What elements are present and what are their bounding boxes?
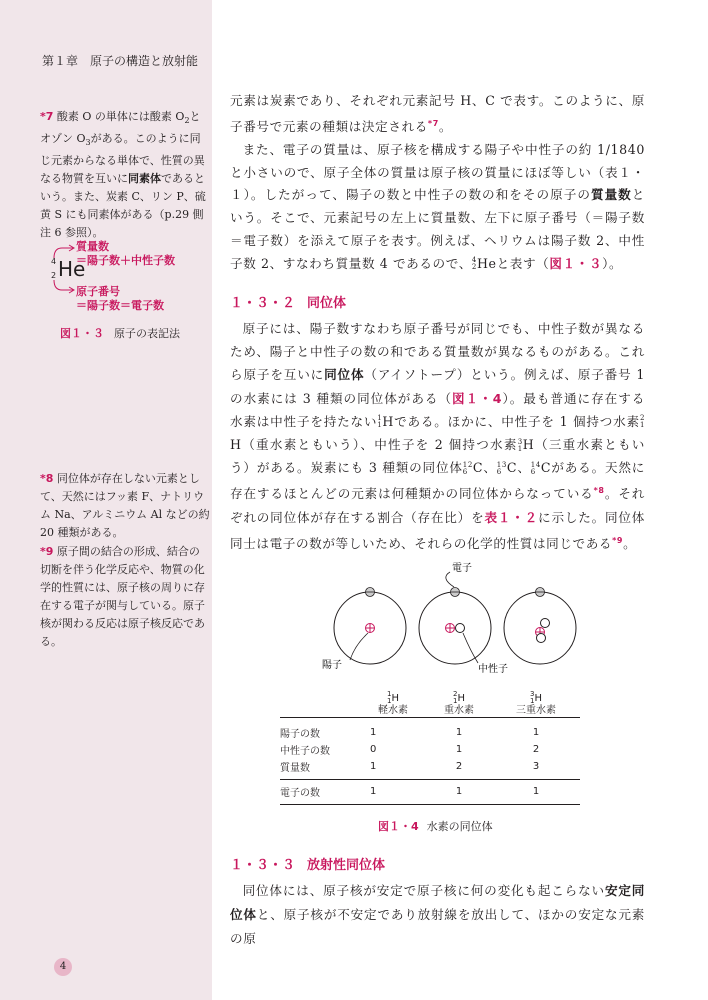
text: と表す（ [496, 255, 550, 271]
table-row-electrons [280, 780, 580, 801]
iso-mass: 3 [530, 690, 535, 698]
section-number: １・３・３ [230, 858, 296, 873]
caption-number: 図１・4 [378, 820, 419, 833]
proton-pointer [350, 633, 368, 660]
text: という。そこで、元素記号の左上に質量数、左下に原子番号（＝陽子数＝電子数）を添えて原子を表す。例えば、ヘリウムは陽子数 2、中性子数 2、すなわち質量数 4 であるので、 [230, 187, 645, 271]
note-text: とオゾン O [40, 110, 201, 146]
electron-pointer [446, 572, 454, 587]
figure-1-3 [40, 238, 210, 318]
page-number: 4 [54, 958, 72, 976]
note-text: 原子間の結合の形成、結合の切断を伴う化学反応や、物質の化学的性質には、原子核の周りに存在する電子が関与している。原子核が関わる反応は原子核反応である。 [40, 545, 205, 648]
iso-num: 1 [639, 421, 645, 430]
row-label: 陽子の数 [280, 729, 320, 740]
cell: 1 [455, 727, 463, 738]
note-ref-7[interactable]: *7 [427, 118, 439, 128]
text: また、電子の質量は、原子核を構成する陽子や中性子の約 1/1840 と小さいので、原子全体の質量は原子核の質量にほぼ等しい（表１・１）。したがって、陽子の数と中性子の数の和をその原子の [230, 141, 645, 203]
note-text: 酸素 O の単体には酸素 O [56, 110, 185, 123]
cell: 2 [455, 761, 463, 772]
section-heading-1-3-2 [230, 292, 346, 311]
atomic-number-subscript: 2 [51, 271, 57, 280]
iso-mass: 14 [530, 460, 541, 469]
iso-mass: 12 [462, 460, 473, 469]
symbol: H [391, 693, 399, 704]
section-heading-1-3-3 [230, 854, 385, 873]
text: C [472, 460, 484, 476]
term-isotope: 同位体 [324, 367, 365, 383]
cell: 1 [532, 786, 540, 797]
table-row [280, 724, 580, 741]
cell: 2 [532, 744, 540, 755]
note-text: 同位体が存在しない元素として、天然にはフッ素 F、ナトリウム Na、アルミニウム Al などの約 20 種類がある。 [40, 472, 210, 539]
table-row [280, 758, 580, 775]
text: である。ほかに、中性子を 1 個持つ水素 [393, 413, 640, 429]
figure-1-4-diagram [300, 560, 580, 690]
figure-ref-1-4[interactable]: 図１・4 [452, 390, 503, 406]
neutron-icon [537, 634, 546, 643]
note-term: 同素体 [128, 172, 161, 186]
cell: 1 [370, 761, 377, 772]
caption-text: 原子の表記法 [114, 327, 180, 340]
arrow-to-atomic-label [54, 280, 73, 290]
iso-mass: 2 [639, 414, 645, 423]
label-electron: 電子 [452, 563, 472, 574]
cell: 0 [370, 744, 377, 755]
text: 。 [623, 536, 637, 552]
isotope-c12 [463, 462, 473, 476]
cell: 1 [370, 727, 377, 738]
header-tritium [492, 690, 580, 718]
header-deuterium [426, 690, 492, 718]
text: C [540, 460, 552, 476]
iso-num: 1 [517, 444, 523, 453]
isotope-h2 [640, 415, 645, 429]
chapter-header: 第１章 原子の構造と放射能 [42, 54, 199, 68]
mass-number-equation: ＝陽子数＋中性子数 [76, 254, 175, 267]
iso-mass: 2 [453, 690, 458, 698]
iso-mass: 1 [387, 690, 392, 698]
note-text: であるという。また、炭素 C、リン P、硫黄 S にも同素体がある（p.29 側注 6 参照）。 [40, 172, 206, 240]
header-protium [360, 690, 426, 718]
note-mark: *8 [40, 472, 54, 485]
row-label: 電子の数 [280, 788, 320, 799]
arrow-to-mass-label [54, 248, 73, 258]
mass-number-label: 質量数 [76, 240, 109, 253]
cell: 1 [455, 744, 463, 755]
isotope-c13 [497, 462, 507, 476]
row-label: 中性子の数 [280, 746, 330, 757]
caption-text: 水素の同位体 [426, 820, 493, 833]
iso-num: 1 [377, 421, 383, 430]
text: H [522, 437, 535, 453]
note-mark: *7 [40, 110, 54, 123]
iso-num: 2 [471, 263, 477, 272]
iso-mass: 3 [517, 437, 523, 446]
text: がある。天然に存在するほとんどの元素は何種類かの同位体からなっている [230, 460, 645, 502]
section-title: 放射性同位体 [307, 858, 386, 873]
cell: 1 [532, 727, 540, 738]
figure-ref-1-3[interactable]: 図１・３ [549, 255, 603, 271]
iso-num: 1 [453, 697, 458, 705]
caption-number: 図１・３ [60, 327, 104, 340]
figure-1-4-caption [378, 818, 493, 834]
note-ref-9[interactable]: *9 [612, 536, 624, 546]
text: 。 [438, 118, 453, 134]
column-name: 軽水素 [378, 705, 408, 716]
text: 原子には、陽子数すなわち原子番号が同じでも、中性子数が異なるため、陽子と中性子の数の和である質量数が異なるものがある。これら原子を互いに [230, 321, 645, 383]
neutron-pointer [463, 633, 478, 663]
isotope-table [280, 690, 580, 805]
iso-mass: 4 [471, 256, 477, 265]
isotope-c14 [531, 462, 541, 476]
column-name: 三重水素 [516, 705, 556, 716]
symbol: H [534, 693, 542, 704]
text: H [382, 413, 394, 429]
neutron-icon [456, 624, 465, 633]
cell: 3 [532, 761, 540, 772]
text: ）。 [602, 255, 623, 271]
iso-num: 1 [530, 697, 535, 705]
term-stable-isotope: 安定同位体 [230, 883, 645, 922]
table-header-row [280, 690, 580, 718]
neutron-icon [541, 619, 550, 628]
table-ref-1-2[interactable]: 表１・２ [484, 509, 539, 525]
symbol: H [457, 693, 465, 704]
text: に示した。同位体同士は電子の数が等しいため、それらの化学的性質は同じである [230, 509, 645, 552]
cell: 1 [370, 786, 377, 797]
text: と、原子核が不安定であり放射線を放出して、ほかの安定な元素の原 [230, 907, 645, 946]
mass-number-superscript: 4 [51, 257, 57, 266]
cell: 1 [455, 786, 463, 797]
text: C [506, 460, 518, 476]
iso-num: 6 [530, 467, 536, 476]
section-title: 同位体 [307, 296, 347, 311]
label-proton: 陽子 [322, 660, 342, 671]
iso-num: 6 [462, 467, 468, 476]
paragraph-2 [230, 317, 645, 555]
text: H [230, 437, 242, 453]
iso-mass: 1 [377, 414, 383, 423]
side-note-8 [40, 470, 210, 542]
text: ）。最も普通に存在する水素は中性子を持たない [230, 390, 645, 429]
text: 元素は炭素であり、それぞれ元素記号 H、C で表す。このように、原子番号で元素の種類は決定される [230, 93, 645, 134]
text: 、 [483, 460, 497, 476]
text: （アイソトープ）という。例えば、原子番号 1 の水素には 3 種類の同位体がある（ [230, 367, 646, 406]
column-name: 重水素 [444, 705, 474, 716]
side-note-9 [40, 543, 210, 651]
text: He [476, 255, 497, 271]
term-mass-number: 質量数 [590, 187, 632, 203]
atomic-number-label: 原子番号 [76, 285, 120, 298]
side-note-7 [40, 108, 210, 242]
text: （重水素ともいう）、中性子を 2 個持つ水素 [241, 437, 518, 453]
table-row [280, 741, 580, 758]
note-ref-8[interactable]: *8 [593, 486, 605, 496]
note-text: がある。このように同じ元素からなる単体で、性質の異なる物質を互いに [40, 132, 205, 186]
label-neutron: 中性子 [478, 664, 508, 675]
iso-num: 6 [496, 467, 502, 476]
section-number: １・３・２ [230, 296, 296, 311]
paragraph-1 [230, 90, 645, 276]
note-mark: *9 [40, 545, 54, 558]
paragraph-3 [230, 879, 645, 951]
iso-mass: 13 [496, 460, 507, 469]
text: 。それぞれの同位体が存在する割合（存在比）を [230, 486, 645, 525]
subscript: 3 [85, 138, 91, 148]
atomic-number-equation: ＝陽子数＝電子数 [76, 299, 164, 312]
row-label: 質量数 [280, 763, 310, 774]
figure-1-3-caption [60, 325, 180, 341]
text: 、 [517, 460, 531, 476]
text: 同位体には、原子核が安定で原子核に何の変化も起こらない [242, 883, 605, 898]
text: （三重水素ともいう）がある。炭素にも 3 種類の同位体 [230, 437, 645, 476]
subscript: 2 [184, 116, 190, 126]
iso-num: 1 [387, 697, 392, 705]
element-symbol-he: He [58, 257, 86, 281]
